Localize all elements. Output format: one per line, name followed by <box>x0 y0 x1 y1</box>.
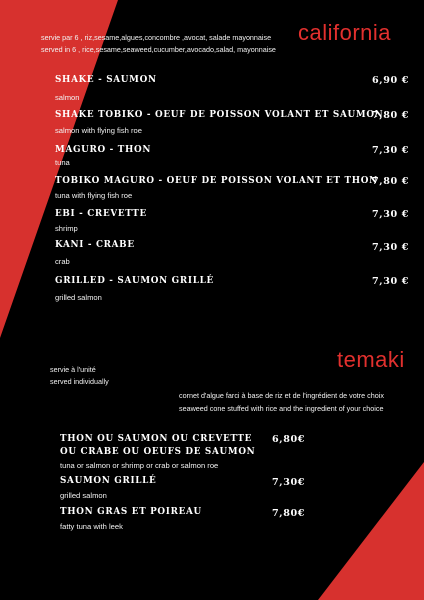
item-name-line: OU CRABE OU OEUFS DE SAUMON <box>60 447 256 457</box>
item-description: grilled salmon <box>55 293 102 302</box>
item-name: MAGURO - THON <box>55 145 152 155</box>
item-description: fatty tuna with leek <box>60 522 123 531</box>
item-description: shrimp <box>55 224 78 233</box>
item-name: KANI - CRABE <box>55 240 135 250</box>
california-intro-en: served in 6 , rice,sesame,seaweed,cucumber,avocado,salad, mayonnaise <box>41 45 276 54</box>
california-intro-fr: servie par 6 , riz,sesame,algues,concombre ,avocat, salade mayonnaise <box>41 33 272 42</box>
temaki-serve-en: served individually <box>50 377 109 386</box>
item-price: 6,90 € <box>372 75 409 86</box>
item-price: 7,80 € <box>372 176 409 187</box>
item-price: 7,80€ <box>272 508 306 519</box>
section-title-temaki: temaki <box>337 347 405 372</box>
temaki-serve-fr: servie à l'unité <box>50 365 96 374</box>
item-name-line: THON OU SAUMON OU CREVETTE <box>60 434 253 444</box>
item-description: tuna or salmon or shrimp or crab or salmon roe <box>60 461 219 470</box>
item-name: GRILLED - SAUMON GRILLÉ <box>55 276 214 286</box>
item-price: 7,30 € <box>372 242 409 253</box>
item-description: salmon with flying fish roe <box>55 126 142 135</box>
item-name: EBI - CREVETTE <box>55 209 147 219</box>
item-price: 7,30€ <box>272 477 306 488</box>
item-price: 7,80 € <box>372 110 409 121</box>
item-price: 6,80€ <box>272 434 306 445</box>
item-description: tuna with flying fish roe <box>55 191 133 200</box>
item-name: SHAKE TOBIKO - OEUF DE POISSON VOLANT ET SAUMON <box>55 110 384 120</box>
item-price: 7,30 € <box>372 209 409 220</box>
item-price: 7,30 € <box>372 145 409 156</box>
item-description: salmon <box>55 93 80 102</box>
item-name-line: THON GRAS ET POIREAU <box>60 507 202 517</box>
item-description: grilled salmon <box>60 491 107 500</box>
item-price: 7,30 € <box>372 276 409 287</box>
item-name: SHAKE - SAUMON <box>55 75 157 85</box>
item-name-line: SAUMON GRILLÉ <box>60 476 157 486</box>
item-description: tuna <box>55 158 70 167</box>
item-description: crab <box>55 257 70 266</box>
red-corner-bottom-right <box>318 462 424 600</box>
temaki-intro-en: seaweed cone stuffed with rice and the ingredient of your choice <box>179 404 384 413</box>
temaki-intro-fr: cornet d'algue farci à base de riz et de l'ingrédient de votre choix <box>179 391 384 400</box>
section-title-california: california <box>298 20 392 45</box>
item-name: TOBIKO MAGURO - OEUF DE POISSON VOLANT ET THON <box>55 176 378 186</box>
